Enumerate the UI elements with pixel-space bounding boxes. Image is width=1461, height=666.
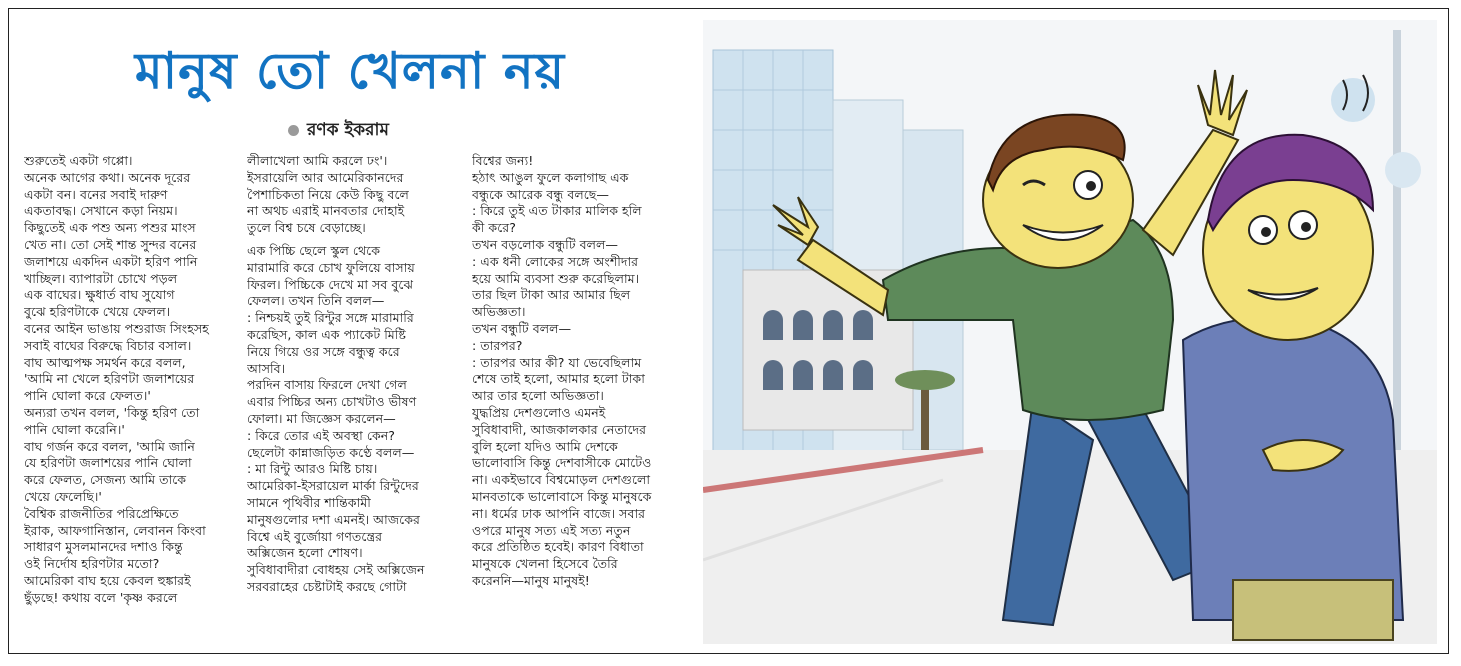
text-line: নিয়ে গিয়ে ওর সঙ্গে বন্ধুত্ব করে [247, 343, 400, 359]
text-line: করেছিস, কাল এক প্যাকেট মিষ্টি [247, 326, 406, 342]
text-line: তখন বড়লোক বন্ধুটি বলল— [472, 236, 618, 252]
text-line: করে প্রতিষ্ঠিত হবেই। কারণ বিধাতা [472, 539, 644, 555]
text-column-2 [247, 153, 459, 596]
text-line: পৈশাচিকতা নিয়ে কেউ কিছু বলে [247, 186, 409, 202]
text-line: সাধারণ মুসলমানদের দশাও কিন্তু [24, 539, 183, 555]
text-line: অন্যরা তখন বলল, 'কিন্তু হরিণ তো [24, 404, 200, 420]
text-line: যুদ্ধপ্রিয় দেশগুলোও এমনই [472, 404, 606, 420]
text-line: হঠাৎ আঙুল ফুলে কলাগাছ এক [472, 169, 629, 185]
text-line: মানুষগুলোর দশা এমনই। আজকের [247, 511, 420, 527]
text-line: 'আমি না খেলে হরিণটা জলাশয়ের [24, 371, 195, 387]
text-line: শেষে তাই হলো, আমার হলো টাকা [472, 371, 645, 387]
cartoon-illustration [703, 20, 1437, 644]
text-line: যে হরিণটা জলাশয়ের পানি ঘোলা [24, 455, 192, 471]
text-line: সরবরাহের চেষ্টাটাই করছে গোটা [247, 578, 407, 594]
text-line: মানবতাকে ভালোবাসে কিন্তু মানুষকে [472, 488, 652, 504]
text-line: আমেরিকা বাঘ হয়ে কেবল হুঙ্কারই [24, 572, 191, 588]
text-line: : মা রিন্টু আরও মিষ্টি চায়। [247, 461, 378, 477]
text-line: একতাবদ্ধ। সেখানে কড়া নিয়ম। [24, 203, 178, 219]
text-line: তখন বন্ধুটি বলল— [472, 320, 572, 336]
text-line: খাচ্ছিল। ব্যাপারটা চোখে পড়ল [24, 270, 178, 286]
text-line: মারামারি করে চোখ ফুলিয়ে বাসায় [247, 259, 415, 275]
article-title: মানুষ তো খেলনা নয় [134, 41, 566, 100]
text-line: আর তার হলো অভিজ্ঞতা। [472, 388, 604, 404]
text-line: তুলে বিশ্ব চষে বেড়াচ্ছে। [247, 220, 366, 236]
text-line: করেননি—মানুষ মানুষই! [472, 572, 590, 588]
text-line: কিছুতেই এক পশু অন্য পশুর মাংস [24, 220, 196, 236]
text-line: না অথচ এরাই মানবতার দোহাই [247, 203, 405, 219]
text-line: খেত না। তো সেই শান্ত সুন্দর বনের [24, 236, 197, 252]
text-line: ফেলল। তখন তিনি বলল— [247, 293, 385, 309]
text-line: সামনে পৃথিবীর শান্তিকামী [247, 494, 371, 510]
text-line: ছুঁড়ছে! কথায় বলে 'কৃষ্ণ করলে [24, 589, 178, 605]
text-line: : কিরে তোর এই অবস্থা কেন? [247, 427, 395, 443]
text-line: হয়ে আমি ব্যবসা শুরু করেছিলাম। [472, 270, 640, 286]
text-line: পরদিন বাসায় ফিরলে দেখা গেল [247, 377, 407, 393]
text-line: : কিরে তুই এত টাকার মালিক হলি [472, 203, 642, 219]
text-line: বন্ধুকে আরেক বন্ধু বলছে— [472, 186, 610, 202]
text-line: খেয়ে ফেলেছি।' [24, 488, 102, 504]
text-line: না। ধর্মের ঢাক আপনি বাজে। সবার [472, 505, 646, 521]
text-line: এক পিচ্চি ছেলে স্কুল থেকে [247, 242, 381, 258]
text-line: তার ছিল টাকা আর আমার ছিল [472, 287, 631, 303]
text-line: লীলাখেলা আমি করলে ঢং'। [247, 153, 388, 168]
text-line: অক্সিজেন হলো শোষণ। [247, 545, 363, 561]
text-line: : নিশ্চয়ই তুই রিন্টুর সঙ্গে মারামারি [247, 310, 414, 326]
text-line: বুঝে হরিণটাকে খেয়ে ফেলল। [24, 304, 171, 320]
text-line: ভালোবাসি কিন্তু দেশবাসীকে মোটেও [472, 455, 652, 471]
text-line: ইসরায়েলি আর আমেরিকানদের [247, 169, 404, 185]
text-line: বুলি হলো যদিও আমি দেশকে [472, 438, 618, 454]
text-line: শুরুতেই একটা গপ্পো। [24, 153, 133, 168]
text-line: এবার পিচ্চির অন্য চোখটাও ভীষণ [247, 394, 417, 410]
text-line: ফোলা। মা জিজ্ঞেস করলেন— [247, 410, 396, 426]
text-line: আসবি। [247, 360, 286, 376]
bullet-dot [288, 125, 299, 136]
cartoon-svg [703, 20, 1437, 644]
text-line: জলাশয়ে একদিন একটা হরিণ পানি [24, 253, 198, 269]
text-line: বনের আইন ভাঙায় পশুরাজ সিংহসহ [24, 320, 209, 336]
text-line: কী করে? [472, 220, 516, 236]
text-line: পানি ঘোলা করে ফেলত।' [24, 388, 151, 404]
text-line: করে ফেলত, সেজন্য আমি তাকে [24, 472, 187, 488]
text-column-1 [24, 153, 234, 607]
text-line: পানি ঘোলা করেনি।' [24, 421, 125, 437]
text-line: অভিজ্ঞতা। [472, 304, 526, 320]
text-line: বাঘ গর্জন করে বলল, 'আমি জানি [24, 438, 195, 454]
text-line: মানুষকে খেলনা হিসেবে তৈরি [472, 556, 618, 572]
text-line: ফিরল। পিচ্চিকে দেখে মা সব বুঝে [247, 276, 413, 292]
author-name: রণক ইকরাম [307, 120, 389, 140]
text-line: এক বাঘের। ক্ষুধার্ত বাঘ সুযোগ [24, 287, 175, 303]
text-line: : তারপর আর কী? যা ভেবেছিলাম [472, 354, 642, 370]
text-line: ওপরে মানুষ সত্য এই সত্য নতুন [472, 522, 631, 538]
text-line: না। একইভাবে বিশ্বমোড়ল দেশগুলো [472, 472, 651, 488]
text-column-3 [472, 153, 690, 590]
byline [288, 117, 389, 145]
text-line: : তারপর? [472, 337, 523, 353]
text-line: অনেক আগের কথা। অনেক দূরের [24, 169, 191, 185]
text-line: সুবিধাবাদীরা বোধহয় সেই অক্সিজেন [247, 562, 425, 578]
text-line: বিশ্বের জন্য! [472, 153, 534, 168]
text-line: বিশ্বে এই বুর্জোয়া গণতন্ত্রের [247, 528, 383, 544]
text-line: সবাই বাঘের বিরুদ্ধে বিচার বসাল। [24, 337, 192, 353]
text-line: একটা বন। বনের সবাই দারুণ [24, 186, 168, 202]
text-line: বৈশ্বিক রাজনীতির পরিপ্রেক্ষিতে [24, 505, 179, 521]
text-line: : এক ধনী লোকের সঙ্গে অংশীদার [472, 253, 639, 269]
text-line: ছেলেটা কান্নাজড়িত কণ্ঠে বলল— [247, 444, 415, 460]
text-line: সুবিধাবাদী, আজকালকার নেতাদের [472, 421, 647, 437]
text-line: ইরাক, আফগানিস্তান, লেবানন কিংবা [24, 522, 206, 538]
text-line: আমেরিকা-ইসরায়েল মার্কা রিন্টুদের [247, 478, 419, 494]
text-line: ওই নির্দোষ হরিণটার মতো? [24, 556, 160, 572]
text-line: বাঘ আত্মপক্ষ সমর্থন করে বলল, [24, 354, 186, 370]
